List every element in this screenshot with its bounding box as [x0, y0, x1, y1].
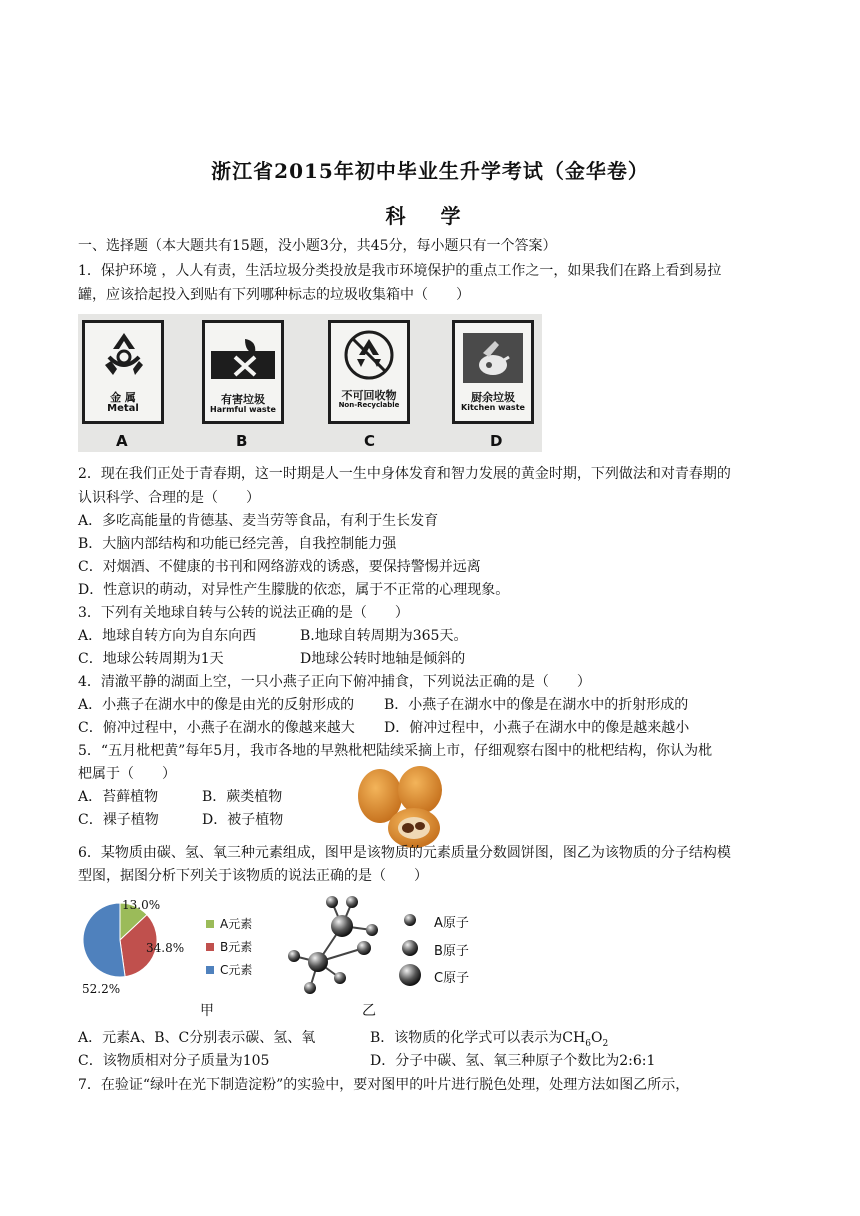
q3-option-d: D地球公转时地轴是倾斜的 — [300, 651, 466, 667]
q5-option-c: C．裸子植物 — [78, 812, 159, 828]
legend-label-a: A元素 — [220, 917, 253, 931]
q4-option-c: C．俯冲过程中，小燕子在湖水的像越来越大 — [78, 720, 355, 736]
q3-option-c: C．地球公转周期为1天 — [78, 651, 224, 667]
pie-label-c: 52.2% — [82, 982, 121, 996]
q1-stem-line1: 1．保护环境 ，人人有责，生活垃圾分类投放是我市环境保护的重点工作之一，如果我们在路上看到易拉 — [78, 263, 722, 279]
bin-b-english: Harmful waste — [210, 405, 276, 414]
molecule-model-figure — [282, 892, 394, 998]
recycle-icon — [99, 329, 149, 377]
q7-stem-line1: 7．在验证“绿叶在光下制造淀粉”的实验中，要对图甲的叶片进行脱色处理，处理方法如图乙所示， — [78, 1077, 690, 1093]
bin-c-label: 不可回收物 — [341, 389, 397, 402]
harmful-waste-icon — [227, 335, 263, 379]
q2-stem-line1: 2．现在我们正处于青春期，这一时期是人一生中身体发育和智力发展的黄金时期，下列做法和对青春期的 — [78, 466, 731, 482]
loquat-fruit-image — [352, 762, 462, 852]
subject-title: 科 学 — [385, 204, 475, 228]
q2-option-d: D．性意识的萌动，对异性产生朦胧的依恋，属于不正常的心理现象。 — [78, 582, 510, 598]
q4-stem: 4．清澈平静的湖面上空，一只小燕子正向下俯冲捕食，下列说法正确的是（ ） — [78, 674, 591, 690]
atom-legend-c: C原子 — [434, 971, 470, 986]
bin-b-letter: B — [236, 432, 248, 450]
legend-swatch-b — [206, 943, 214, 951]
atom-legend-icons — [398, 908, 428, 988]
atom-b-icon — [402, 940, 418, 956]
q5-option-a: A．苔藓植物 — [78, 789, 159, 805]
bin-c-letter: C — [364, 432, 376, 450]
bin-b-label: 有害垃圾 — [221, 393, 265, 406]
legend-swatch-c — [206, 966, 214, 974]
q5-stem-line2: 杷属于（ ） — [78, 766, 176, 782]
bin-a-letter: A — [116, 432, 128, 450]
atom-legend-b: B原子 — [434, 944, 469, 959]
atom-c-icon — [399, 964, 421, 986]
q5-option-b: B．蕨类植物 — [202, 789, 283, 805]
atom-a-icon — [404, 914, 416, 926]
bin-a — [82, 320, 164, 424]
bin-c-english: Non-Recyclable — [338, 401, 400, 409]
q6-option-d: D．分子中碳、氢、氧三种原子个数比为2:6:1 — [370, 1053, 656, 1069]
figure-a-caption: 甲 — [200, 1003, 214, 1019]
pie-slice-c — [83, 903, 125, 977]
q1-bins-figure — [78, 314, 542, 452]
legend-swatch-a — [206, 920, 214, 928]
pie-label-b: 34.8% — [146, 941, 185, 955]
q6-option-b: B．该物质的化学式可以表示为$CH_6O_2$ — [370, 1030, 609, 1049]
q5-option-d: D．被子植物 — [202, 812, 284, 828]
element-mass-pie-chart — [80, 900, 160, 980]
legend-label-c: C元素 — [220, 963, 253, 977]
bin-a-english: Metal — [107, 403, 139, 414]
q3-stem: 3．下列有关地球自转与公转的说法正确的是（ ） — [78, 605, 409, 621]
atom-legend-a: A原子 — [434, 916, 469, 931]
q3-option-a: A．地球自转方向为自东向西 — [78, 628, 257, 644]
bin-d — [452, 320, 534, 424]
q3-option-b: B.地球自转周期为365天。 — [300, 628, 468, 644]
non-recyclable-icon — [341, 329, 397, 381]
figure-b-caption: 乙 — [362, 1003, 376, 1019]
q5-stem-line1: 5．“五月枇杷黄”每年5月，我市各地的早熟枇杷陆续采摘上市，仔细观察右图中的枇杷结构，你认为枇 — [78, 743, 713, 759]
q2-option-a: A．多吃高能量的肯德基、麦当劳等食品，有利于生长发育 — [78, 513, 439, 529]
q2-option-c: C．对烟酒、不健康的书刊和网络游戏的诱惑，要保持警惕并远离 — [78, 559, 481, 575]
pie-label-a: 13.0% — [122, 898, 161, 912]
bin-d-english: Kitchen waste — [461, 403, 525, 412]
bin-a-label: 金 属 — [110, 391, 136, 404]
bin-b — [202, 320, 284, 424]
exam-title: 浙江省2015年初中毕业生升学考试（金华卷） — [211, 159, 649, 183]
q4-option-b: B．小燕子在湖水中的像是在湖水中的折射形成的 — [384, 697, 689, 713]
q2-stem-line2: 认识科学、合理的是（ ） — [78, 490, 260, 506]
q4-option-a: A．小燕子在湖水中的像是由光的反射形成的 — [78, 697, 355, 713]
section-heading: 一、选择题（本大题共有15题，没小题3分，共45分，每小题只有一个答案） — [78, 238, 557, 254]
q2-option-b: B．大脑内部结构和功能已经完善，自我控制能力强 — [78, 536, 397, 552]
q6-stem-line1: 6．某物质由碳、氢、氧三种元素组成，图甲是该物质的元素质量分数圆饼图，图乙为该物质的分子结构模 — [78, 845, 731, 861]
q1-stem-line2: 罐，应该拾起投入到贴有下列哪种标志的垃圾收集箱中（ ） — [78, 287, 470, 303]
bin-c — [328, 320, 410, 424]
q4-option-d: D．俯冲过程中，小燕子在湖水中的像是越来越小 — [384, 720, 690, 736]
legend-label-b: B元素 — [220, 940, 253, 954]
bin-d-letter: D — [490, 432, 503, 450]
q6-option-a: A．元素A、B、C分别表示碳、氢、氧 — [78, 1030, 316, 1046]
q6-option-c: C．该物质相对分子质量为105 — [78, 1053, 270, 1069]
bin-d-label: 厨余垃圾 — [471, 391, 515, 404]
q6-stem-line2: 型图，据图分析下列关于该物质的说法正确的是（ ） — [78, 868, 428, 884]
kitchen-waste-icon — [469, 335, 517, 381]
